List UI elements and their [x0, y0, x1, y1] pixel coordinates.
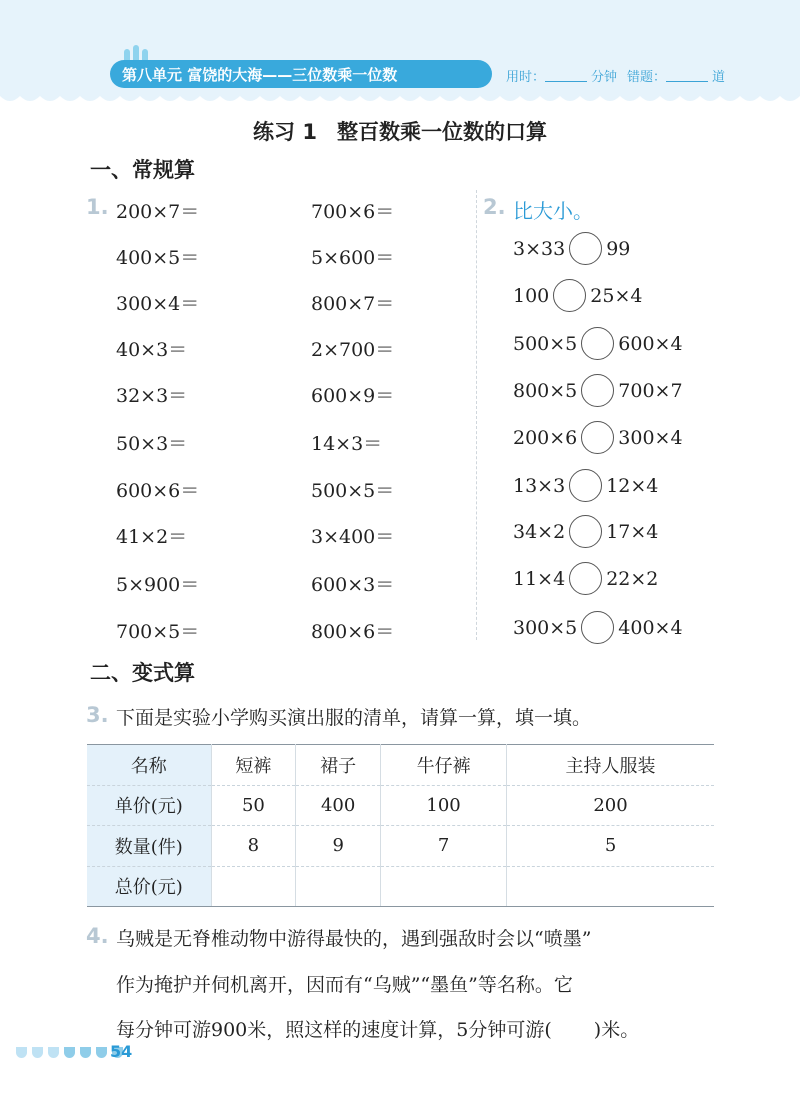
answer-cell[interactable]	[381, 866, 507, 907]
table-row-label: 单价(元)	[87, 785, 211, 826]
compare-answer-circle[interactable]	[581, 421, 614, 454]
section-heading-1: 一、常规算	[90, 158, 195, 182]
q1-expression: 5×900＝	[116, 574, 200, 596]
q1-expression: 800×6＝	[311, 621, 395, 643]
compare-row	[513, 279, 642, 312]
compare-row	[513, 232, 630, 265]
table-header-row	[87, 745, 714, 786]
question-3-number: 3.	[86, 703, 109, 727]
table-cell: 200	[507, 785, 714, 826]
compare-answer-circle[interactable]	[553, 279, 586, 312]
compare-right: 25×4	[590, 284, 643, 307]
table-header-cell: 裙子	[296, 745, 381, 786]
time-unit: 分钟	[591, 70, 618, 85]
q1-expression: 32×3＝	[116, 385, 188, 407]
question-2-title: 比大小。	[513, 199, 593, 223]
table-cell: 5	[507, 826, 714, 867]
exercise-title: 整百数乘一位数的口算	[336, 120, 547, 144]
compare-left: 34×2	[513, 520, 566, 543]
q1-expression: 3×400＝	[311, 526, 395, 548]
q1-expression: 600×9＝	[311, 385, 395, 407]
compare-right: 600×4	[618, 332, 683, 355]
question-4-line-3: 每分钟可游900米，照这样的速度计算，5分钟可游( )米。	[116, 1019, 640, 1041]
compare-left: 3×33	[513, 237, 566, 260]
compare-left: 800×5	[513, 379, 578, 402]
compare-row	[513, 611, 683, 644]
table-cell: 400	[296, 785, 381, 826]
question-4-number: 4.	[86, 924, 109, 948]
compare-right: 12×4	[606, 474, 659, 497]
table-cell: 8	[211, 826, 296, 867]
compare-left: 500×5	[513, 332, 578, 355]
table-header-cell: 名称	[87, 745, 211, 786]
compare-right: 99	[606, 237, 631, 260]
unit-title: 第八单元 富饶的大海——三位数乘一位数	[122, 65, 398, 84]
q1-expression: 40×3＝	[116, 339, 188, 361]
q1-expression: 5×600＝	[311, 247, 395, 269]
compare-answer-circle[interactable]	[569, 562, 602, 595]
table-row-label: 总价(元)	[87, 866, 211, 907]
compare-row	[513, 421, 683, 454]
q1-expression: 300×4＝	[116, 293, 200, 315]
section-heading-2: 二、变式算	[90, 661, 195, 685]
header-meta	[506, 66, 725, 85]
time-label: 用时：	[506, 70, 546, 85]
compare-row	[513, 327, 683, 360]
table-cell: 50	[211, 785, 296, 826]
exercise-number: 练习 1	[253, 120, 317, 144]
compare-row	[513, 515, 658, 548]
compare-row	[513, 562, 658, 595]
compare-answer-circle[interactable]	[569, 469, 602, 502]
answer-cell[interactable]	[211, 866, 296, 907]
footer-dots-decoration	[16, 1047, 123, 1058]
compare-left: 300×5	[513, 616, 578, 639]
question-4-line-3-text: 每分钟可游900米，照这样的速度计算，5分钟可游	[116, 1019, 545, 1041]
compare-answer-circle[interactable]	[581, 611, 614, 644]
compare-answer-circle[interactable]	[569, 515, 602, 548]
time-blank[interactable]	[545, 70, 587, 82]
compare-answer-circle[interactable]	[569, 232, 602, 265]
header-wave-border	[0, 86, 800, 108]
q1-expression: 800×7＝	[311, 293, 395, 315]
table-header-cell: 主持人服装	[507, 745, 714, 786]
table-cell: 100	[381, 785, 507, 826]
compare-left: 100	[513, 284, 550, 307]
compare-row	[513, 469, 658, 502]
table-row	[87, 866, 714, 907]
q1-expression: 600×3＝	[311, 574, 395, 596]
compare-row	[513, 374, 683, 407]
column-divider	[476, 190, 477, 640]
page-title	[0, 116, 800, 146]
errors-blank[interactable]	[666, 70, 708, 82]
compare-left: 13×3	[513, 474, 566, 497]
table-row	[87, 826, 714, 867]
q1-expression: 700×6＝	[311, 201, 395, 223]
q1-expression: 200×7＝	[116, 201, 200, 223]
compare-right: 17×4	[606, 520, 659, 543]
compare-answer-circle[interactable]	[581, 327, 614, 360]
compare-left: 200×6	[513, 426, 578, 449]
q1-expression: 41×2＝	[116, 526, 188, 548]
question-4-line-2: 作为掩护并伺机离开，因而有“乌贼”“墨鱼”等名称。它	[116, 974, 573, 996]
compare-right: 700×7	[618, 379, 683, 402]
table-row-label: 数量(件)	[87, 826, 211, 867]
compare-right: 400×4	[618, 616, 683, 639]
answer-cell[interactable]	[296, 866, 381, 907]
table-header-cell: 短裤	[211, 745, 296, 786]
errors-unit: 道	[712, 70, 726, 85]
q1-expression: 50×3＝	[116, 433, 188, 455]
compare-right: 22×2	[606, 567, 659, 590]
q1-expression: 14×3＝	[311, 433, 383, 455]
q1-expression: 600×6＝	[116, 480, 200, 502]
q1-expression: 2×700＝	[311, 339, 395, 361]
q1-expression: 400×5＝	[116, 247, 200, 269]
question-4-line-1: 乌贼是无脊椎动物中游得最快的，遇到强敌时会以“喷墨”	[116, 928, 592, 950]
table-cell: 9	[296, 826, 381, 867]
answer-cell[interactable]	[507, 866, 714, 907]
question-3-text: 下面是实验小学购买演出服的清单，请算一算，填一填。	[116, 707, 592, 729]
question-1-number: 1.	[86, 195, 109, 219]
costume-table	[87, 744, 714, 907]
question-2-number: 2.	[483, 195, 506, 219]
table-header-cell: 牛仔裤	[381, 745, 507, 786]
question-4-line-3-end: 米。	[601, 1019, 640, 1041]
errors-label: 错题：	[627, 70, 667, 85]
compare-answer-circle[interactable]	[581, 374, 614, 407]
unit-title-banner	[110, 60, 492, 88]
table-cell: 7	[381, 826, 507, 867]
table-row	[87, 785, 714, 826]
compare-left: 11×4	[513, 567, 566, 590]
page-number: 54	[110, 1042, 133, 1061]
q1-expression: 500×5＝	[311, 480, 395, 502]
compare-right: 300×4	[618, 426, 683, 449]
q1-expression: 700×5＝	[116, 621, 200, 643]
